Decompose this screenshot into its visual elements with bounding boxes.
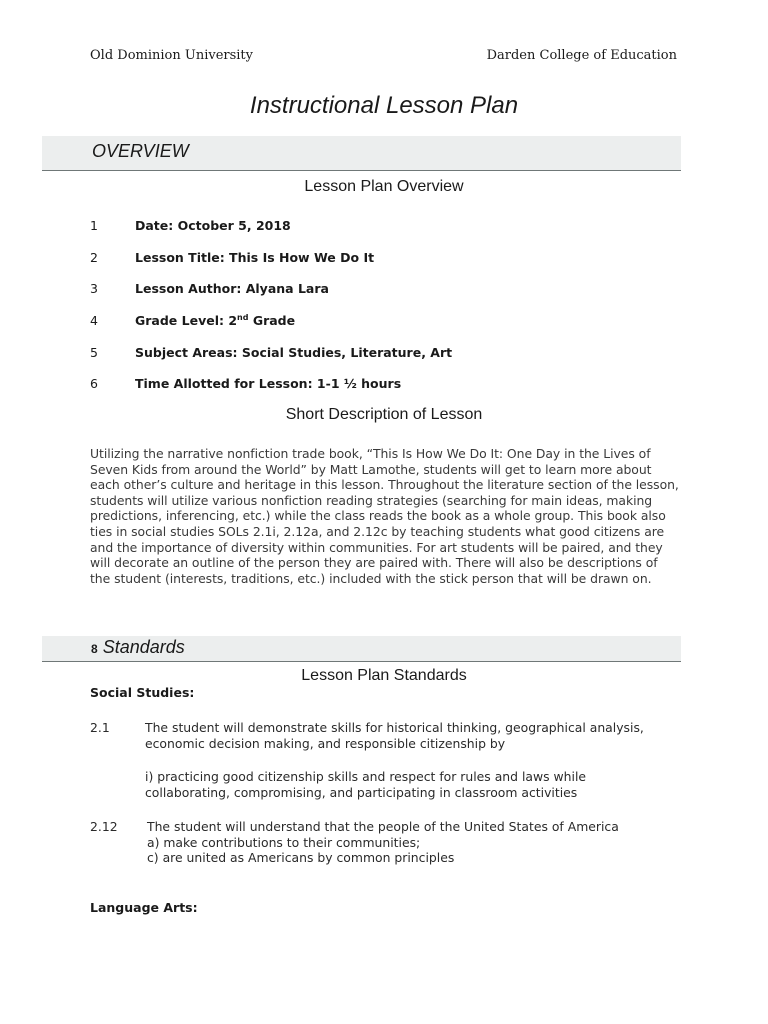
standards-band-number: 8 (91, 642, 98, 656)
description-subtitle: Short Description of Lesson (285, 406, 483, 423)
item-author: Lesson Author: Alyana Lara (135, 281, 329, 296)
header-university: Old Dominion University (90, 48, 254, 63)
item-number: 5 (90, 345, 98, 360)
grade-level-suffix: Grade (248, 313, 296, 329)
standard-2-12-c: c) are united as Americans by common principles (147, 850, 455, 865)
item-time-allotted: Time Allotted for Lesson: 1-1 ½ hours (135, 376, 402, 391)
social-studies-label: Social Studies: (90, 685, 195, 700)
standards-band-label: Standards (102, 637, 185, 657)
standards-band-title (42, 636, 681, 660)
standard-2-12-text: The student will understand that the people of the United States of America (147, 819, 619, 834)
description-paragraph: Utilizing the narrative nonfiction trade book, “This Is How We Do It: One Day in the Lives of Seven Kids from around the World” by Matt Lamothe, students will get to learn more about each other’s culture and heritage in this lesson. Throughout the literature section of the lesson, students will utilize various nonfiction reading strategies (searching for main ideas, making predictions, inferencing, etc.) while the class reads the book as a whole group. This book also ties in social studies SOLs 2.1i, 2.12a, and 2.12c by teaching students what good citizens are and the importance of diversity within communities. For art students will be paired, and they will decorate an outline of the person they are paired with. There will also be descriptions of the student (interests, traditions, etc.) included with the stick person that will be drawn on. (90, 446, 679, 586)
standard-2-1-number: 2.1 (90, 720, 110, 735)
standard-2-1-i: i) practicing good citizenship skills and respect for rules and laws while collaborating, compromising, and participating in classroom activities (145, 769, 587, 800)
language-arts-label: Language Arts: (90, 900, 198, 915)
overview-band-title: OVERVIEW (92, 141, 189, 161)
item-number: 6 (90, 376, 98, 391)
item-date: Date: October 5, 2018 (135, 218, 291, 233)
item-grade-level (135, 313, 295, 328)
standard-2-12-number: 2.12 (90, 819, 118, 834)
page-title: Instructional Lesson Plan (249, 92, 519, 119)
grade-level-text: Grade Level: 2 (135, 313, 238, 329)
item-subject-areas: Subject Areas: Social Studies, Literature, Art (135, 345, 453, 360)
item-number: 1 (90, 218, 98, 233)
standard-2-12-a: a) make contributions to their communities; (147, 835, 421, 850)
standard-2-1-text: The student will demonstrate skills for historical thinking, geographical analysis, economic decision making, and responsible citizenship by (145, 720, 644, 751)
overview-subtitle: Lesson Plan Overview (304, 178, 464, 195)
grade-level-sup: nd (237, 313, 249, 322)
item-number: 4 (90, 313, 98, 328)
standards-band (42, 636, 681, 662)
item-number: 3 (90, 281, 98, 296)
item-number: 2 (90, 250, 98, 265)
standards-subtitle: Lesson Plan Standards (301, 667, 467, 684)
item-lesson-title: Lesson Title: This Is How We Do It (135, 250, 375, 265)
header-college: Darden College of Education (486, 48, 677, 63)
overview-band (42, 136, 681, 171)
